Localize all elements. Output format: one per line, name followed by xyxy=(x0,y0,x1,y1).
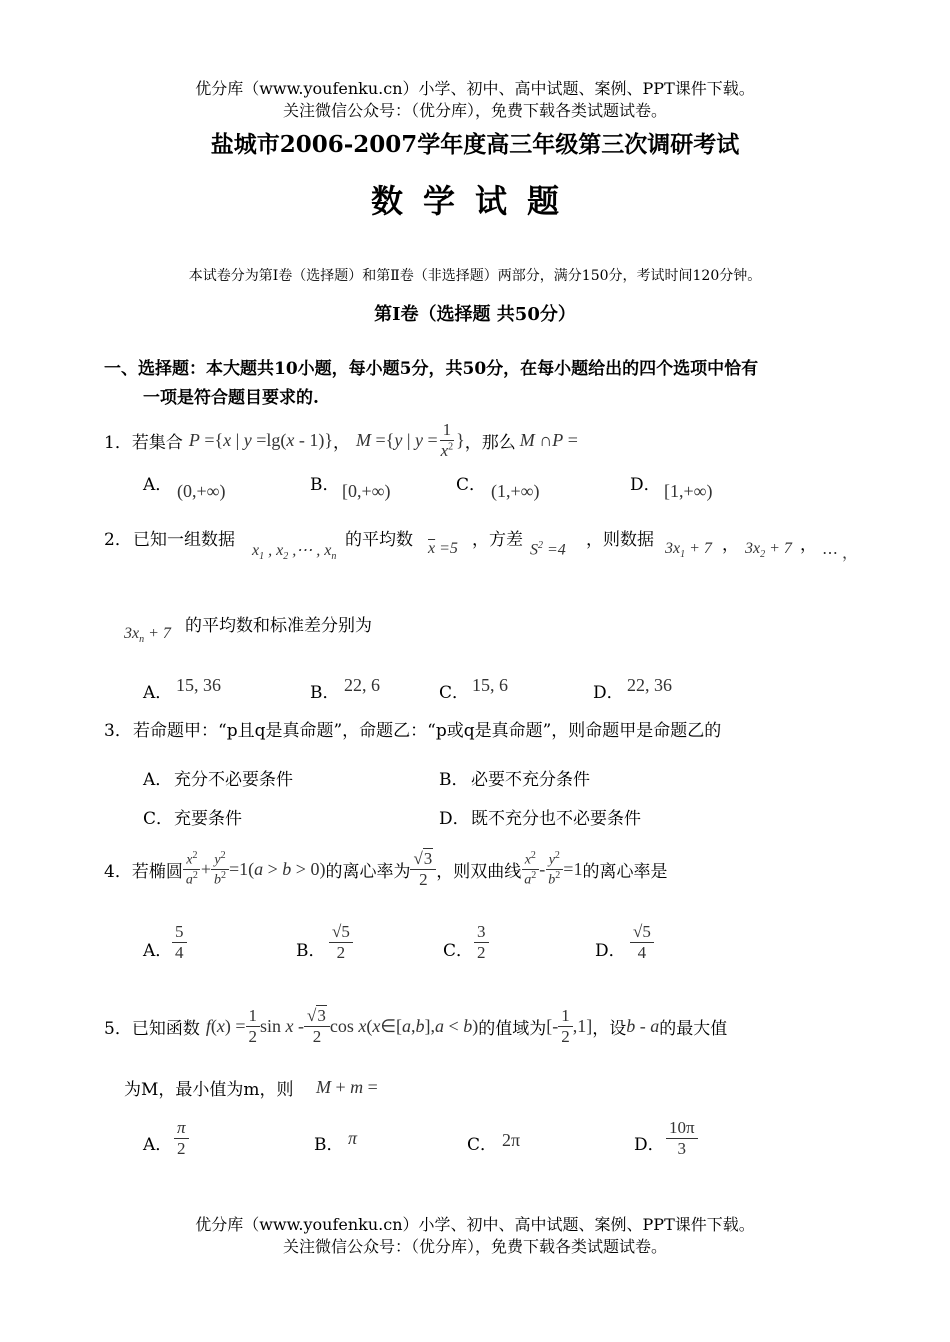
q1-option-c-value: (1,+∞) xyxy=(491,481,540,501)
q2-option-d-value: 22, 36 xyxy=(627,675,672,695)
q5-option-d-label: D． xyxy=(634,1135,665,1155)
q4-number: 4． xyxy=(104,861,132,882)
q1-option-b-label: B． xyxy=(310,475,340,495)
header-line-1: 优分库（www.youfenku.cn）小学、初中、高中试题、案例、PPT课件下载。 xyxy=(195,79,755,98)
q4-mid1: 的离心率为 xyxy=(325,861,411,882)
q2-line2: 的平均数和标准差分别为 xyxy=(185,616,372,636)
q5-function-name: f(x) = xyxy=(205,1015,246,1036)
q5-number: 5． xyxy=(104,1018,132,1039)
q3-option-c-label: C． xyxy=(143,809,174,829)
q4-pre: 若椭圆 xyxy=(131,861,183,882)
q2-mid3: ，则数据 xyxy=(586,530,654,550)
q2-data-set: $x_1$ , $x_2$ ,⋯ , $x_n$ xyxy=(252,542,337,563)
q3-option-b-value: 必要不充分条件 xyxy=(471,770,590,790)
q1-set-p: P xyxy=(188,429,200,450)
q3-option-a-value: 充分不必要条件 xyxy=(174,770,293,790)
q4-option-c-value: $\frac{3}{2}$ xyxy=(474,922,489,962)
q5-sum: M + m = xyxy=(316,1077,378,1097)
q2-option-b-value: 22, 6 xyxy=(344,675,380,695)
q2-option-c-value: 15, 6 xyxy=(472,675,508,695)
q1-intersection: M ∩P = xyxy=(519,429,578,450)
q1-fraction: $\frac{1}{x^2}$ xyxy=(440,420,454,460)
q3-option-c-value: 充要条件 xyxy=(174,809,242,829)
q1-post: ，那么 xyxy=(464,432,516,453)
header-line-2: 关注微信公众号：（优分库），免费下载各类试题试卷。 xyxy=(282,101,667,120)
q5-domain: cos x(x∈[a,b],a < b) xyxy=(329,1015,479,1036)
q1-option-b-value: [0,+∞) xyxy=(342,481,391,501)
q3-number: 3． xyxy=(104,721,132,741)
q2-number: 2． xyxy=(104,530,132,550)
q5-option-c-value: 2π xyxy=(502,1130,521,1150)
question-5: 5． 已知函数 f(x) = $\frac{1}{2}$ sin x - $\frac{√3}{2}$ cos x(x∈[a,b],a < b) 的值域为 [- $\frac{1}{2}$ ,1] ，设 b - a 的最大值 xyxy=(104,1005,728,1046)
q2-option-a-label: A． xyxy=(143,683,173,703)
q5-coef-half: $\frac{1}{2}$ xyxy=(246,1006,261,1046)
q5-option-a-value: $\frac{\pi}{2}$ xyxy=(174,1118,189,1158)
part-heading-2: 一项是符合题目要求的. xyxy=(143,388,319,408)
q4-option-c-label: C． xyxy=(443,941,474,961)
q2-mid2: ，方差 xyxy=(472,530,523,550)
q4-mid2: ，则双曲线 xyxy=(436,861,522,882)
q2-mid1: 的平均数 xyxy=(345,530,413,550)
question-4: 4． 若椭圆 $\frac{x^2}{a^2}$ + $\frac{y^2}{b^2}$ =1(a > b > 0) 的离心率为 $\frac{√3}{2}$ ，则双曲线 $\frac{x^2}{a^2}$ - $\frac{y^2}{b^2}$ =1 的离心率是 xyxy=(104,848,668,889)
q1-option-d-value: [1,+∞) xyxy=(664,481,713,501)
q4-ellipse-x-term: $\frac{x^2}{a^2}$ xyxy=(183,850,201,889)
q1-brace: } xyxy=(456,429,465,450)
q2-data-x1: $3x_1 + 7$ xyxy=(665,540,712,561)
q3-option-d-label: D． xyxy=(439,809,470,829)
q4-ellipse-y-term: $\frac{y^2}{b^2}$ xyxy=(211,850,229,889)
q1-option-a-label: A． xyxy=(143,475,173,495)
q1-option-c-label: C． xyxy=(456,475,487,495)
q1-number: 1． xyxy=(104,432,132,453)
q4-option-b-label: B． xyxy=(296,941,326,961)
question-1 xyxy=(104,420,578,460)
q4-option-d-label: D． xyxy=(595,941,626,961)
q4-ellipse-condition: =1(a > b > 0) xyxy=(228,858,326,879)
q2-comma-1: ， xyxy=(722,535,739,555)
q5-mid1: 的值域为 xyxy=(478,1018,547,1039)
q5-option-b-value: π xyxy=(348,1128,358,1148)
q1-pre: 若集合 xyxy=(131,432,183,453)
q5-option-a-label: A． xyxy=(143,1135,173,1155)
q2-pre: 已知一组数据 xyxy=(133,530,235,550)
q5-post: 的最大值 xyxy=(659,1018,728,1039)
q2-option-d-label: D． xyxy=(593,683,624,703)
q5-line2: 为M，最小值为m，则 xyxy=(124,1080,294,1100)
q3-text: 若命题甲：“p且q是真命题”，命题乙：“p或q是真命题”，则命题甲是命题乙的 xyxy=(133,721,722,741)
q4-post: 的离心率是 xyxy=(582,861,668,882)
q4-option-a-value: $\frac{5}{4}$ xyxy=(172,922,187,962)
q4-hyperbola-x-term: $\frac{x^2}{a^2}$ xyxy=(521,850,539,889)
q1-option-d-label: D． xyxy=(630,475,661,495)
part-heading-1: 一、选择题：本大题共10小题，每小题5分，共50分，在每小题给出的四个选项中恰有 xyxy=(104,359,759,379)
q1-set-p-def: ={x | y =lg(x - 1)} xyxy=(199,429,334,450)
q2-option-a-value: 15, 36 xyxy=(176,675,221,695)
q2-data-x2: $3x_2 + 7$ xyxy=(745,540,792,561)
section-title: 第Ⅰ卷（选择题 共50分） xyxy=(374,304,576,325)
q4-option-d-value: $\frac{√5}{4}$ xyxy=(630,922,654,962)
exam-title: 盐城市2006-2007学年度高三年级第三次调研考试 xyxy=(210,131,740,158)
q5-coef-root3: $\frac{√3}{2}$ xyxy=(304,1006,330,1046)
q5-pre: 已知函数 xyxy=(131,1018,200,1039)
footer-line-1: 优分库（www.youfenku.cn）小学、初中、高中试题、案例、PPT课件下载。 xyxy=(195,1215,755,1234)
q2-data-xn: $3x_n + 7$ xyxy=(124,625,171,646)
q3-option-a-label: A． xyxy=(143,770,173,790)
q1-set-m: M xyxy=(356,429,372,450)
q5-mid2: ，设 xyxy=(592,1018,627,1039)
q5-option-b-label: B． xyxy=(314,1135,344,1155)
footer-line-2: 关注微信公众号：（优分库），免费下载各类试题试卷。 xyxy=(282,1237,667,1256)
subject-title: 数学试题 xyxy=(370,182,579,220)
exam-intro: 本试卷分为第Ⅰ卷（选择题）和第Ⅱ卷（非选择题）两部分，满分150分，考试时间120分钟。 xyxy=(188,268,762,284)
q5-range-lower: $\frac{1}{2}$ xyxy=(558,1006,573,1046)
q4-option-a-label: A． xyxy=(143,941,173,961)
q2-option-b-label: B． xyxy=(310,683,340,703)
q2-ellipsis: ⋯ ， xyxy=(822,545,859,562)
q1-sep: ， xyxy=(333,432,351,453)
q3-option-b-label: B． xyxy=(439,770,469,790)
q2-comma-2: ， xyxy=(800,535,817,555)
q5-option-d-value: $\frac{10\pi}{3}$ xyxy=(666,1118,698,1158)
q3-option-d-value: 既不充分也不必要条件 xyxy=(471,809,641,829)
q2-mean: $\overline{x} =5$ xyxy=(428,540,458,557)
q2-variance: $S^2 =4$ xyxy=(530,540,566,559)
q5-option-c-label: C． xyxy=(467,1135,498,1155)
q1-set-m-def: ={y | y = xyxy=(371,429,438,450)
q4-eccentricity: $\frac{√3}{2}$ xyxy=(410,849,436,889)
q4-option-b-value: $\frac{√5}{2}$ xyxy=(329,922,353,962)
q2-option-c-label: C． xyxy=(439,683,470,703)
q1-option-a-value: (0,+∞) xyxy=(177,481,226,501)
q4-hyperbola-y-term: $\frac{y^2}{b^2}$ xyxy=(545,850,563,889)
